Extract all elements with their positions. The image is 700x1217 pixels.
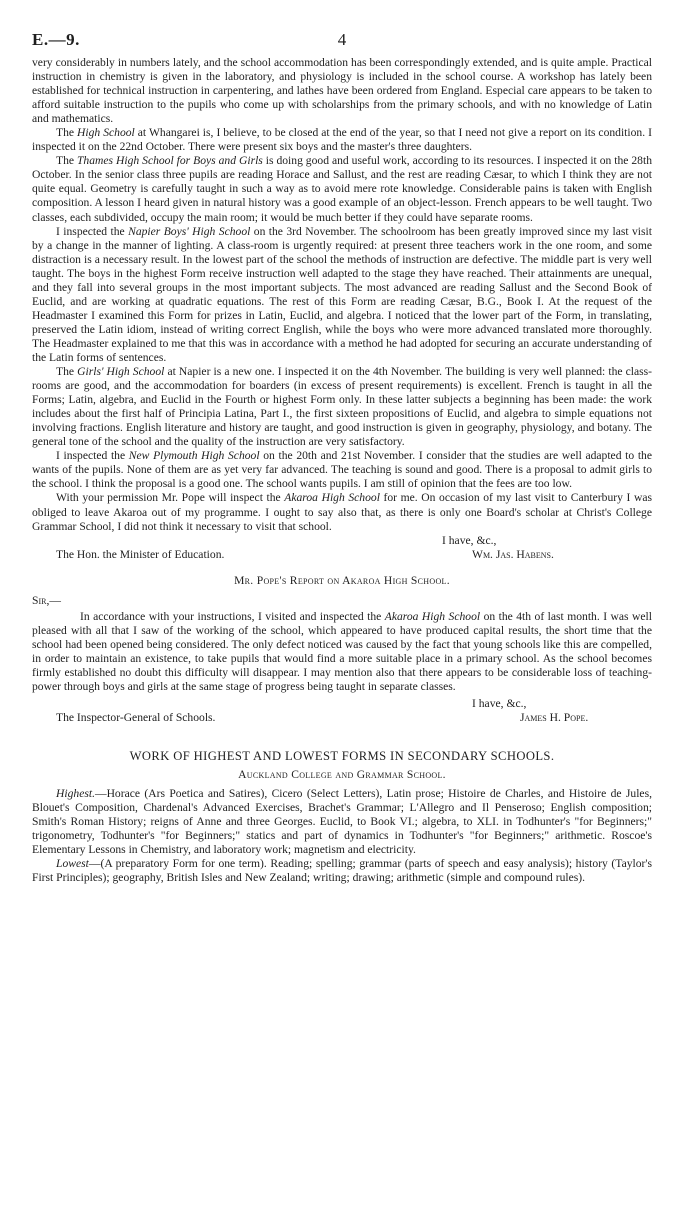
addressee: The Inspector-General of Schools. xyxy=(56,711,216,725)
addressee: The Hon. the Minister of Education. xyxy=(56,547,225,561)
school-name: Napier Boys' High School xyxy=(128,224,251,238)
page-header xyxy=(32,30,652,56)
highest-form-paragraph: Highest.—Horace (Ars Poetica and Satires), Cicero (Select Letters), Latin prose; Histoire de Charles, and Histoire de Jules, Blouet's Composition, Chardenal's Advanced Exercises, Brachet's Grammar; L'Allegro and Il Penseroso; English composition; Smith's Roman History; reigns of Anne and three Georges. Euclid, to Book VI.; algebra, to XLI. in Todhunter's "for Beginners;" trigonometry, Todhunter's "for Beginners;" statics and part of dynamics in Todhunter's "for Beginners;" arithmetic. Roscoe's Elementary Lessons in Chemistry, and laboratory work; magnetism and electricity. xyxy=(32,787,652,857)
report-signature-row xyxy=(32,548,652,562)
report-paragraph-napier-boys: I inspected the Napier Boys' High School on the 3rd November. The schoolroom has been greatly improved since my last visit by a change in the manner of lighting. A class-room is urgently required: at present three teachers work in the one room, and some distraction is a necessary result. In the lowest part of the school the methods of instruction are defective. The middle part is very well taught. The boys in the highest Form receive instruction well adapted to the stage they have reached. Their attainments are unequal, and they fall into several groups in the most important subjects. The most advanced are reading Sallust and the Second Book of Euclid, and are working at quadratic equations. The rest of this Form are reading Cæsar, B.G., Book I. At the request of the Headmaster I examined this Form for prizes in Latin, Euclid, and algebra. I noticed that the lower part of the Form, in translating, preserved the Latin idiom, instead of writing correct English, while the boys who were more advanced translated more thoroughly. The Headmaster explained to me that this was in accordance with a method he had adopted for securing an accurate understanding of the Latin forms of sentences. xyxy=(32,224,652,364)
lowest-form-paragraph: Lowest—(A preparatory Form for one term). Reading; spelling; grammar (parts of speech and easy analysis); history (Taylor's First Principles); geography, British Isles and New Zealand; writing; drawing; arithmetic (simple and compound rules). xyxy=(32,857,652,885)
closing-formula: I have, &c., xyxy=(472,696,527,710)
report-paragraph-akaroa: With your permission Mr. Pope will inspect the Akaroa High School for me. On occasion of my last visit to Canterbury I was obliged to leave Akaroa out of my programme. I ought to say also that, as there is only one Board's scholar at Christ's College Grammar School, I did not think it necessary to visit that school. xyxy=(32,491,652,533)
section-title-pope-report: Mr. Pope's Report on Akaroa High School. xyxy=(234,573,450,587)
report-closing xyxy=(32,534,652,548)
document-reference: E.—9. xyxy=(32,30,80,49)
signature: Wm. Jas. Habens. xyxy=(472,547,554,561)
signature: James H. Pope. xyxy=(520,711,589,725)
report-paragraph-napier-girls: The Girls' High School at Napier is a new one. I inspected it on the 4th November. The building is very well planned: the class-rooms are good, and the accommodation for boarders (in excess of present requirements) is excellent. French is taught in all the Forms; Latin, algebra, and Euclid in the Fourth or highest Form only. In these latter subjects a beginning has been made: the work includes about the first half of Principia Latina, Part I., the first sixteen propositions of Euclid, and algebra to simple equations not involving fractions. English literature and history are taught, and good instruction is given in geography, physiology, and botany. The general tone of the school and the quality of the instruction are very satisfactory. xyxy=(32,365,652,449)
school-name: Akaroa High School xyxy=(384,609,481,623)
report-paragraph-1: very considerably in numbers lately, and the school accommodation has been correspondingly extended, and is quite ample. Practical instruction in chemistry is given in the laboratory, and physiology is included in the school course. A workshop has lately been established for technical instruction in carpentering, and lathes have been ordered from England. Especial care appears to be taken to afford suitable instruction to the pupils who come up with scholarships from the primary schools, and with no knowledge of Latin and mathematics. xyxy=(32,56,652,126)
school-name: Thames High School for Boys and Girls xyxy=(76,154,263,168)
school-name: New Plymouth High School xyxy=(128,449,260,463)
pope-report-body: In accordance with your instructions, I visited and inspected the Akaroa High School on the 4th of last month. I was well pleased with all that I saw of the working of the school, which appeared to have produced capital results, the short time that the school had been opened being considered. The only defect noticed was caused by the fact that young schools like this are compelled, in order to maintain an existence, to take pupils that would find a more suitable place in a primary school. As the school becomes firmly established no doubt this difficulty will disappear. I may mention also that there appears to be considerable loss of teaching-power through boys and girls at the same stage of progress being taught in separate classes. xyxy=(32,609,652,693)
form-label: Highest. xyxy=(56,787,95,801)
pope-closing xyxy=(32,697,652,711)
school-subtitle: Auckland College and Grammar School. xyxy=(238,768,446,782)
report-paragraph-new-plymouth: I inspected the New Plymouth High School on the 20th and 21st November. I consider that the studies are well adapted to the wants of the pupils. None of them are as yet very far advanced. The teaching is sound and good. There is a proposal to admit girls to the school. I think the proposal is a good one. The school wants pupils. I am still of opinion that the fees are too low. xyxy=(32,449,652,491)
section-title-forms: WORK OF HIGHEST AND LOWEST FORMS IN SECONDARY SCHOOLS. xyxy=(129,749,555,764)
report-paragraph-whangarei: The High School at Whangarei is, I believe, to be closed at the end of the year, so that I need not give a report on its condition. I inspected it on the 22nd October. There were present six boys and the master's three daughters. xyxy=(32,126,652,154)
school-name: Akaroa High School xyxy=(284,491,380,505)
form-label: Lowest xyxy=(56,857,89,871)
school-name: High School xyxy=(77,126,135,140)
pope-signature-row xyxy=(32,711,652,725)
school-name: Girls' High School xyxy=(77,365,165,379)
report-paragraph-thames: The Thames High School for Boys and Girls is doing good and useful work, according to its resources. I inspected it on the 28th October. In the senior class three pupils are reading Horace and Sallust, and the rest are reading Cæsar, to which I think they are not quite equal. Geometry is carefully taught in such a way as to avoid mere rote knowledge. Considerable pains is taken with English composition. A lesson I heard given in natural history was a good example of an object-lesson. French appears to be well taught. Two classes, each subdivided, occupy the main room; it would be much better if they could have separate rooms. xyxy=(32,154,652,224)
page-number: 4 xyxy=(337,30,347,49)
salutation: Sir,— xyxy=(32,593,61,607)
document-page xyxy=(32,30,652,885)
closing-formula: I have, &c., xyxy=(442,533,497,547)
